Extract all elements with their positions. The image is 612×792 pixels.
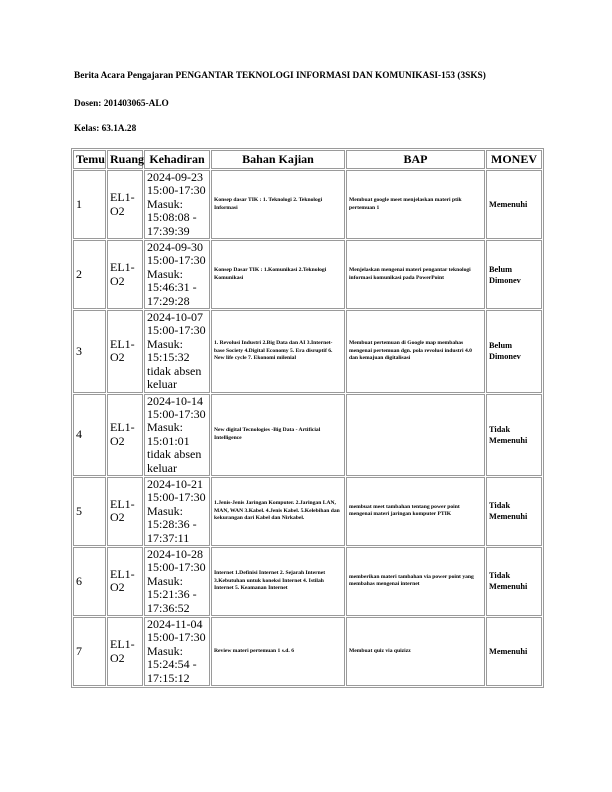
ruang-line: EL1- (110, 336, 135, 351)
ruang-line: EL1- (110, 190, 135, 205)
monev-cell: Belum Dimonev (486, 310, 542, 392)
column-header-bahan-kajian: Bahan Kajian (211, 150, 345, 169)
monev-cell: Belum Dimonev (486, 240, 542, 309)
bap-cell: membuat meet tambahan tentang power point mengenai materi jaringan komputer PTIK (346, 477, 485, 546)
ruang-line: O2 (110, 203, 125, 218)
kehadiran-line: Masuk: (147, 196, 183, 211)
kehadiran-cell (144, 394, 210, 476)
temu-cell: 1 (73, 170, 106, 239)
monev-cell: Tidak Memenuhi (486, 394, 542, 476)
kehadiran-line: 17:39:39 (147, 223, 190, 238)
kehadiran-line: 2024-09-23 (147, 170, 203, 184)
bap-cell: memberikan materi tambahan via power point yang membahas mengenai internet (346, 547, 485, 616)
kehadiran-line: 15:21:36 - (147, 587, 197, 602)
kehadiran-line: 17:15:12 (147, 670, 190, 685)
dosen-label: Dosen: 201403065-ALO (74, 99, 169, 109)
bap-cell: Menjelaskan mengenai materi pengantar teknologi informasi komunikasi pada PowerPoint (346, 240, 485, 309)
ruang-cell (107, 477, 143, 546)
ruang-cell (107, 394, 143, 476)
column-header-bap: BAP (346, 150, 485, 169)
kehadiran-line: Masuk: (147, 420, 183, 435)
kehadiran-line: 15:24:54 - (147, 657, 197, 672)
bap-cell: Membuat google meet menjelaskan materi ptik pertemuan 1 (346, 170, 485, 239)
page-title: Berita Acara Pengajaran PENGANTAR TEKNOLOGI INFORMASI DAN KOMUNIKASI-153 (3SKS) (74, 71, 486, 81)
ruang-cell (107, 310, 143, 392)
kehadiran-line: 2024-10-14 (147, 393, 203, 408)
temu-cell: 5 (73, 477, 106, 546)
bap-cell: Membuat quiz via quizizz (346, 617, 485, 686)
monev-cell: Tidak Memenuhi (486, 547, 542, 616)
bahan-kajian-cell: Internet 1.Definisi Internet 2. Sejarah Internet 3.Kebutuhan untuk koneksi Internet 4. Istilah Internet 5. Keamanan Internet (211, 547, 345, 616)
table-row (73, 547, 542, 616)
kehadiran-line: tidak absen (147, 363, 202, 378)
bahan-kajian-cell: New digital Tecnologies -Big Data - Artificial Intelligence (211, 394, 345, 476)
kehadiran-line: 17:37:11 (147, 530, 190, 545)
temu-cell: 2 (73, 240, 106, 309)
ruang-cell (107, 170, 143, 239)
ruang-line: EL1- (110, 567, 135, 582)
kehadiran-line: 15:00-17:30 (147, 183, 206, 198)
table-body (73, 170, 542, 686)
table-row (73, 617, 542, 686)
ruang-line: O2 (110, 510, 125, 525)
kehadiran-line: keluar (147, 460, 177, 475)
ruang-line: EL1- (110, 420, 135, 435)
ruang-line: O2 (110, 350, 125, 365)
bap-cell: Membuat pertemuan di Google map membahas mengenai pertemuan dgn. pola revolusi industri 4.0 dan kemajuan digitalisasi (346, 310, 485, 392)
temu-cell: 3 (73, 310, 106, 392)
kehadiran-line: 2024-10-21 (147, 476, 203, 491)
kehadiran-line: Masuk: (147, 336, 183, 351)
bahan-kajian-cell: Konsep Dasar TIK : 1.Komunikasi 2.Teknologi Komunikasi (211, 240, 345, 309)
kehadiran-cell (144, 310, 210, 392)
kehadiran-line: keluar (147, 377, 177, 392)
monev-cell: Tidak Memenuhi (486, 477, 542, 546)
ruang-cell (107, 240, 143, 309)
kehadiran-cell (144, 170, 210, 239)
table-header-row (73, 150, 542, 169)
kehadiran-cell (144, 240, 210, 309)
kehadiran-line: Masuk: (147, 266, 183, 281)
kehadiran-line: 15:00-17:30 (147, 323, 206, 338)
ruang-line: O2 (110, 273, 125, 288)
ruang-line: EL1- (110, 637, 135, 652)
kehadiran-line: 15:01:01 (147, 433, 190, 448)
ruang-line: O2 (110, 650, 125, 665)
column-header-ruang: Ruang (107, 150, 143, 169)
table-row (73, 394, 542, 476)
ruang-line: O2 (110, 580, 125, 595)
ruang-cell (107, 617, 143, 686)
kehadiran-line: 15:08:08 - (147, 210, 197, 225)
column-header-temu: Temu (73, 150, 106, 169)
kehadiran-line: 15:46:31 - (147, 280, 197, 295)
kehadiran-line: Masuk: (147, 573, 183, 588)
kehadiran-line: 2024-10-07 (147, 310, 203, 325)
kehadiran-line: 15:00-17:30 (147, 630, 206, 645)
monev-cell: Memenuhi (486, 170, 542, 239)
kehadiran-cell (144, 547, 210, 616)
table-row (73, 310, 542, 392)
kehadiran-line: Masuk: (147, 503, 183, 518)
bahan-kajian-cell: Konsep dasar TIK : 1. Teknologi 2. Teknologi Informasi (211, 170, 345, 239)
bahan-kajian-cell: Review materi pertemuan 1 s.d. 6 (211, 617, 345, 686)
ruang-cell (107, 547, 143, 616)
column-header-kehadiran: Kehadiran (144, 150, 210, 169)
kehadiran-cell (144, 477, 210, 546)
kehadiran-line: 15:00-17:30 (147, 406, 206, 421)
column-header-monev: MONEV (486, 150, 542, 169)
bahan-kajian-cell: 1.Jenis-Jenis Jaringan Komputer. 2.Jaringan LAN, MAN, WAN 3.Kabel. 4.Jenis Kabel. 5.Kelebihan dan kekurangan dari Kabel dan Nirkabel. (211, 477, 345, 546)
kehadiran-line: 15:00-17:30 (147, 490, 206, 505)
kehadiran-line: tidak absen (147, 447, 202, 462)
bap-cell (346, 394, 485, 476)
berita-acara-table (71, 148, 544, 688)
ruang-line: EL1- (110, 260, 135, 275)
kehadiran-line: 17:36:52 (147, 600, 190, 615)
kehadiran-line: 17:29:28 (147, 293, 190, 308)
table-row (73, 240, 542, 309)
kehadiran-line: 2024-10-28 (147, 546, 203, 561)
table-row (73, 477, 542, 546)
kehadiran-line: 2024-11-04 (147, 617, 203, 631)
monev-cell: Memenuhi (486, 617, 542, 686)
kelas-label: Kelas: 63.1A.28 (74, 124, 137, 134)
temu-cell: 7 (73, 617, 106, 686)
ruang-line: O2 (110, 433, 125, 448)
kehadiran-line: 15:15:32 (147, 350, 190, 365)
kehadiran-line: 15:00-17:30 (147, 560, 206, 575)
kehadiran-line: 2024-09-30 (147, 240, 203, 255)
temu-cell: 6 (73, 547, 106, 616)
kehadiran-line: 15:28:36 - (147, 517, 197, 532)
kehadiran-cell (144, 617, 210, 686)
kehadiran-line: Masuk: (147, 643, 183, 658)
temu-cell: 4 (73, 394, 106, 476)
kehadiran-line: 15:00-17:30 (147, 253, 206, 268)
bahan-kajian-cell: 1. Revolusi Industri 2.Big Data dan AI 3.Internet-base Society 4.Digital Economy 5. Era disruptif 6. New life cycle 7. Ekonomi milenial (211, 310, 345, 392)
table-row (73, 170, 542, 239)
ruang-line: EL1- (110, 497, 135, 512)
